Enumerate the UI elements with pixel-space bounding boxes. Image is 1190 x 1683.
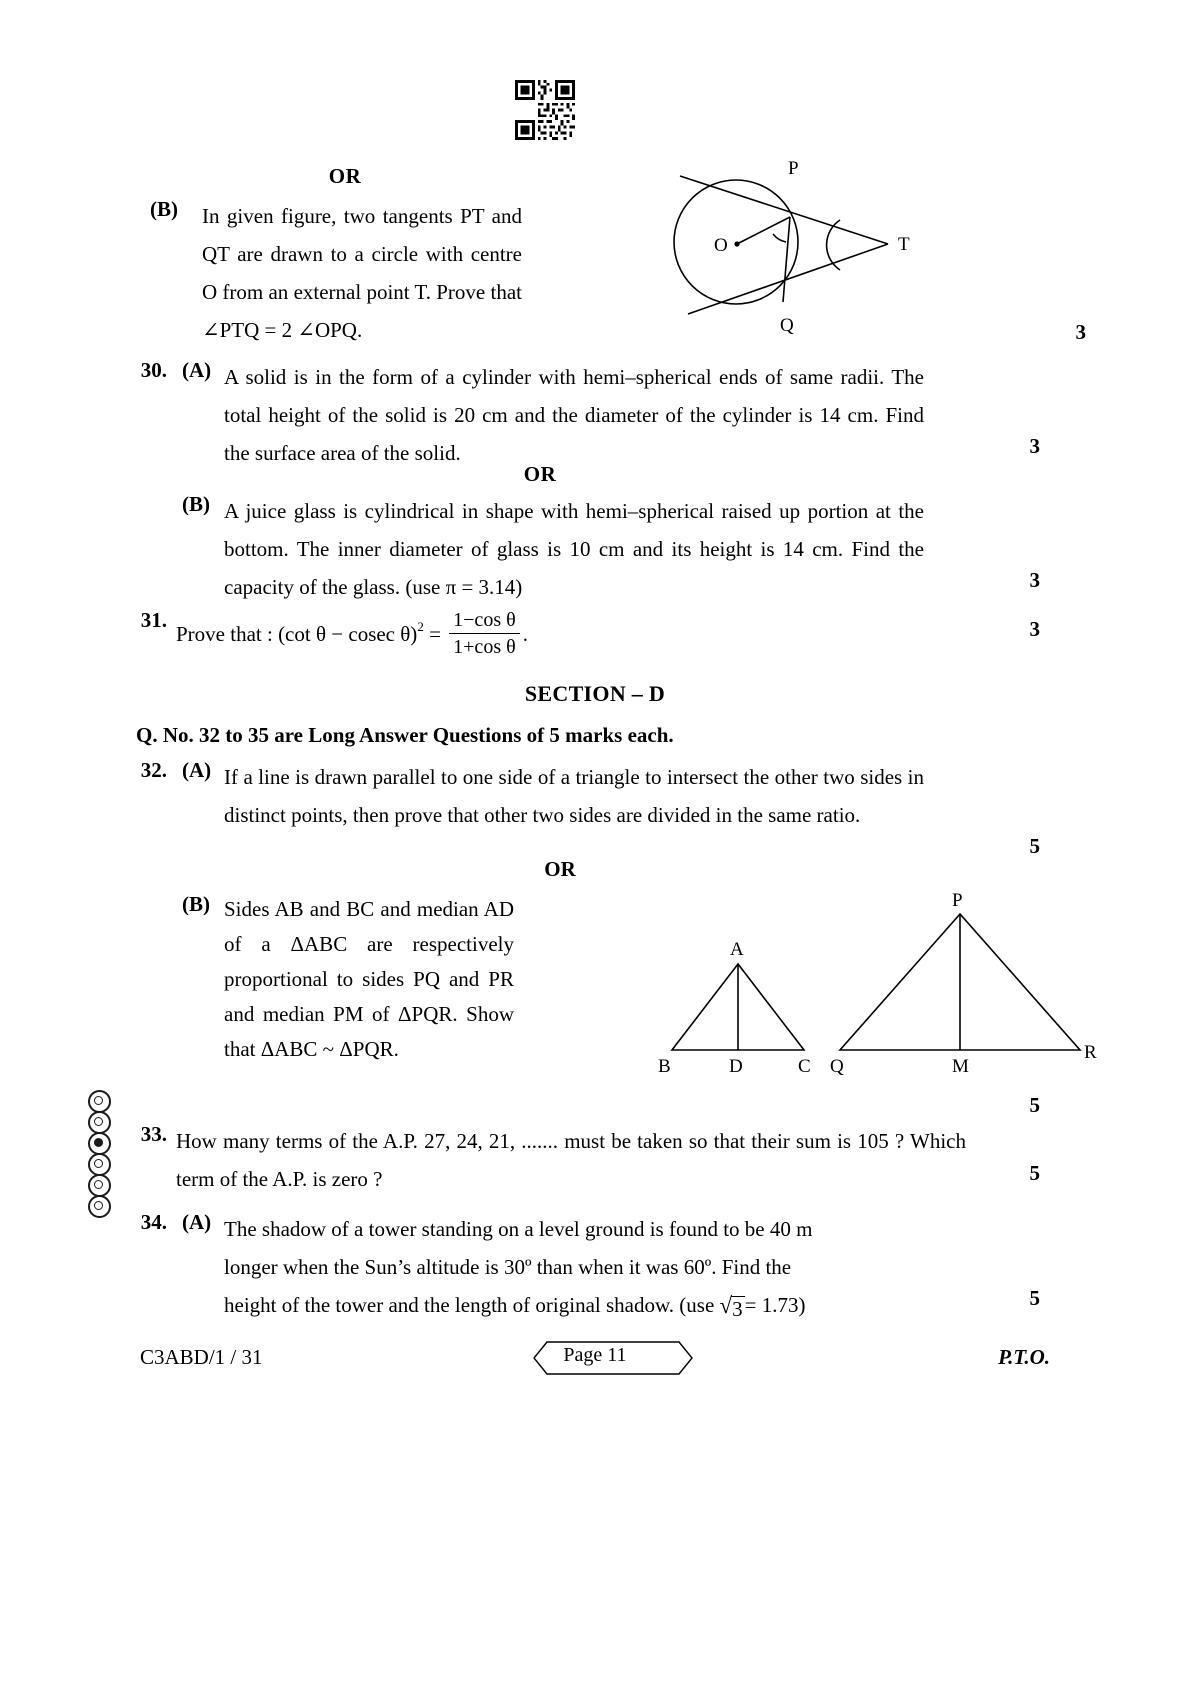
triangle1-label-A: A [730,939,744,960]
figure-label-Q: Q [780,315,794,336]
triangle2-label-M: M [952,1056,969,1077]
spiral-binding-decoration [88,1090,122,1205]
question-31-prefix: Prove that : (cot θ − cosec θ) [176,622,418,647]
question-32b-part-label: (B) [182,892,210,916]
question-32-number: 32. [140,758,167,782]
figure-label-O: O [714,235,728,256]
question-34a-marks: 5 [1029,1286,1040,1310]
question-34a-row [130,1210,1040,1324]
spiral-ring [88,1153,111,1176]
triangle1-label-C: C [798,1056,811,1077]
question-30a-marks: 3 [1029,434,1040,458]
triangle1-label-B: B [658,1056,671,1077]
question-30b-block [130,492,1040,606]
or-label-30: OR [523,462,557,486]
question-30-number: 30. [140,358,167,382]
figure-label-P: P [788,158,799,179]
or-label-29: OR [328,164,362,188]
triangle1-label-D: D [729,1056,743,1077]
question-32b-block [130,892,1097,1117]
question-30a-text: A solid is in the form of a cylinder with hemi–spherical ends of same radii. The total height of the solid is 20 cm and the diameter of the cylinder is 14 cm. Find the surface area of the solid. [224,365,924,465]
question-34a-block [130,1210,1040,1324]
or-label-32: OR [544,857,576,881]
question-31-equals: = [429,622,441,647]
question-34a-line2: longer when the Sun’s altitude is 30º than when it was 60º. Find the [224,1255,792,1279]
question-31-marks: 3 [1029,617,1040,641]
question-29b-marks: 3 [1075,320,1086,344]
question-31-row [130,608,1040,660]
question-32a-text: If a line is drawn parallel to one side of a triangle to intersect the other two sides in distinct points, then prove that other two sides are divided in the same ratio. [224,765,924,827]
triangle2-label-P: P [952,892,963,911]
question-29b-text: In given figure, two tangents PT and QT are drawn to a circle with centre O from an external point T. Prove that ∠PTQ = 2 ∠OPQ. [202,204,522,342]
page-number-label: Page 11 [563,1344,627,1366]
triangle2-label-Q: Q [830,1056,844,1077]
spiral-ring [88,1111,111,1134]
question-30b-row [130,492,1040,606]
question-32b-text: Sides AB and BC and median AD of a ΔABC are respectively proportional to sides PQ and PR and median PM of ΔPQR. Show that ΔABC ~ ΔPQR. [224,897,514,1061]
triangle2-label-R: R [1084,1042,1097,1063]
question-29b-block [150,158,1086,349]
question-31-numerator: 1−cos θ [453,608,516,631]
question-34-number: 34. [140,1210,167,1234]
question-32b-marks: 5 [1029,1093,1040,1117]
question-32a-row [130,758,1040,834]
question-30a-part-label: (A) [182,358,212,382]
spiral-ring [88,1195,111,1218]
question-32a-part-label: (A) [182,758,212,782]
question-30a-row [130,358,1040,472]
question-32a-marks: 5 [1029,834,1040,858]
question-32a-block [130,758,1040,858]
question-31-block [130,608,1040,660]
question-34a-line3-pre: height of the tower and the length of original shadow. (use [224,1293,720,1317]
sqrt-symbol [719,1293,745,1321]
paper-code: C3ABD/1 / 31 [140,1345,263,1369]
similar-triangles-figure [650,892,1110,1077]
question-29b-row [150,197,540,349]
pto-label: P.T.O. [998,1345,1050,1369]
question-34a-text [224,1210,924,1324]
spiral-ring [88,1174,111,1197]
question-33-text: How many terms of the A.P. 27, 24, 21, ....... must be taken so that their sum is 105 ? Which term of the A.P. is zero ? [176,1129,966,1191]
section-d-title: SECTION – D [524,681,666,706]
question-33-number: 33. [140,1122,167,1146]
question-34a-line1: The shadow of a tower standing on a level ground is found to be 40 m [224,1217,813,1241]
spiral-ring [88,1090,111,1113]
question-31-exponent: 2 [417,619,424,634]
section-d-note: Q. No. 32 to 35 are Long Answer Questions of 5 marks each. [136,723,674,747]
qr-code-icon [515,80,575,140]
question-33-block [130,1122,1040,1198]
page-number-banner [533,1341,656,1370]
radical-glyph: √ [719,1293,733,1318]
question-31-number: 31. [140,608,167,632]
question-31-fraction [449,608,520,659]
question-31-denominator: 1+cos θ [449,633,520,659]
question-30b-part-label: (B) [182,492,210,516]
question-34a-line3-post: = 1.73) [744,1293,806,1317]
question-34a-line3 [224,1286,924,1324]
figure-label-T: T [898,234,910,255]
question-30a-block [130,358,1040,472]
question-29b-part-label: (B) [150,197,178,221]
circle-tangent-figure [640,154,940,339]
radicand-value: 3 [732,1297,743,1321]
question-30b-text: A juice glass is cylindrical in shape with hemi–spherical raised up portion at the bottom. The inner diameter of glass is 10 cm and its height is 14 cm. Find the capacity of the glass. (use π = 3.14) [224,499,924,599]
question-33-row [130,1122,1040,1198]
question-34a-part-label: (A) [182,1210,212,1234]
question-31-suffix: . [522,622,528,647]
question-30b-marks: 3 [1029,568,1040,592]
question-33-marks: 5 [1029,1161,1040,1185]
spiral-ring [88,1132,111,1155]
question-31-expression [176,608,916,660]
page-footer [0,1345,1190,1385]
